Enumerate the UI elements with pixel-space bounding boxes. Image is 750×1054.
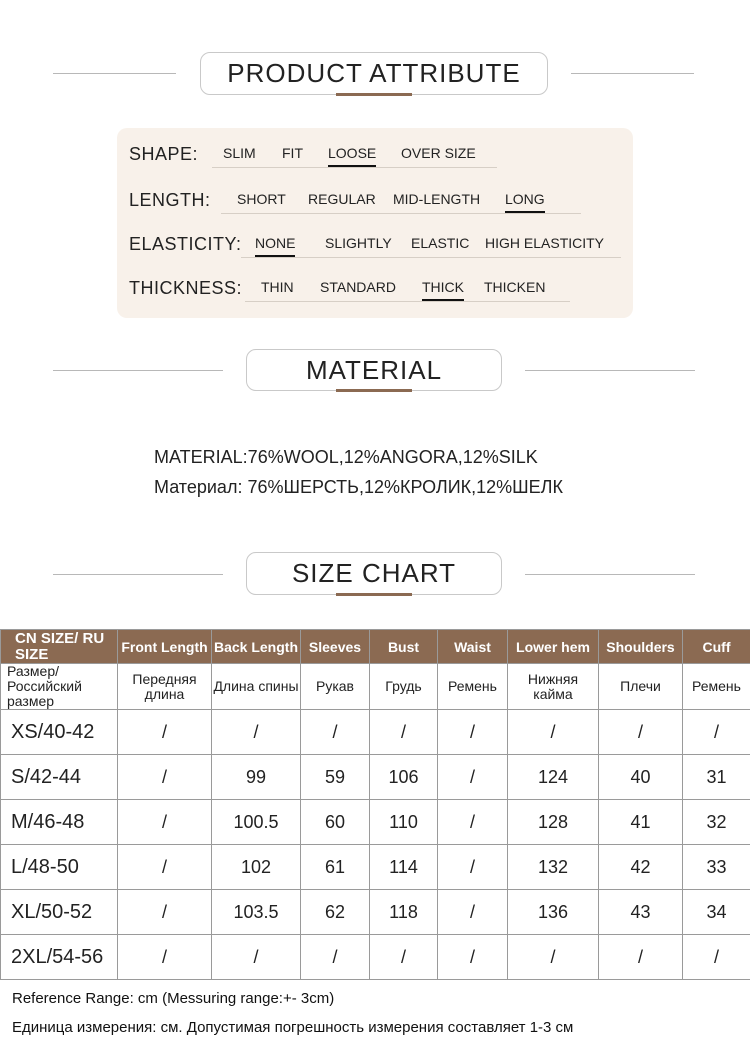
attr-option: FIT [282,145,303,161]
section-title-size-chart [246,552,502,595]
table-cell: / [370,710,438,755]
table-cell: / [599,710,683,755]
product-attribute-title: PRODUCT ATTRIBUTE [227,58,521,88]
table-cell: 32 [683,800,750,845]
table-cell: / [118,890,212,935]
subheader-cell: Длина спины [212,664,301,710]
attr-label-elasticity: ELASTICITY: [129,234,242,254]
section-title-product-attribute [200,52,548,95]
attr-divider [245,301,570,302]
size-cell: XS/40-42 [1,710,118,755]
attr-option-selected: THICK [422,279,464,295]
header-cell: Sleeves [301,630,370,664]
table-cell: 42 [599,845,683,890]
table-cell: 62 [301,890,370,935]
attr-option: REGULAR [308,191,376,207]
table-row [1,710,750,755]
table-cell: 132 [508,845,599,890]
table-cell: / [508,935,599,980]
attr-option: ELASTIC [411,235,470,251]
table-cell: 34 [683,890,750,935]
table-row [1,935,750,980]
table-cell: / [508,710,599,755]
attr-option: SHORT [237,191,286,207]
table-cell: 99 [212,755,301,800]
table-header-row [1,630,750,664]
header-cell: Front Length [118,630,212,664]
table-cell: 31 [683,755,750,800]
table-cell: 114 [370,845,438,890]
title-accent-bar [336,389,412,392]
attr-row-thickness [117,276,633,306]
subheader-cell: Передняя длина [118,664,212,710]
table-row [1,845,750,890]
attr-divider [221,213,581,214]
table-cell: / [301,935,370,980]
table-cell: 124 [508,755,599,800]
table-cell: 118 [370,890,438,935]
attr-option: OVER SIZE [401,145,476,161]
table-cell: 41 [599,800,683,845]
table-row [1,890,750,935]
attr-option: THIN [261,279,294,295]
reference-range-note: Reference Range: cm (Messuring range:+- 3cm) [12,990,335,1007]
table-subheader-row [1,664,750,710]
attr-option: SLIM [223,145,256,161]
table-cell: / [599,935,683,980]
section-title-material [246,349,502,391]
attr-option: SLIGHTLY [325,235,392,251]
attr-divider [241,257,621,258]
title-accent-bar [336,93,412,96]
reference-range-note-ru: Единица измерения: см. Допустимая погрешность измерения составляет 1-3 см [12,1019,574,1036]
table-cell: / [683,935,750,980]
size-cell: S/42-44 [1,755,118,800]
header-cell: CN SIZE/ RU SIZE [1,630,118,664]
table-cell: 128 [508,800,599,845]
subheader-cell: Ремень [438,664,508,710]
material-composition-en: MATERIAL:76%WOOL,12%ANGORA,12%SILK [154,447,538,467]
table-cell: 60 [301,800,370,845]
table-row [1,800,750,845]
divider-left [53,370,223,371]
divider-right [525,370,695,371]
table-cell: / [118,935,212,980]
header-cell: Waist [438,630,508,664]
title-accent-bar [336,593,412,596]
attr-label-thickness: THICKNESS: [129,278,243,298]
table-row [1,755,750,800]
table-cell: / [438,935,508,980]
table-cell: / [118,755,212,800]
attr-row-length [117,188,633,218]
header-cell: Bust [370,630,438,664]
attr-option: THICKEN [484,279,546,295]
table-cell: / [212,710,301,755]
attr-label-length: LENGTH: [129,190,211,210]
subheader-cell: Рукав [301,664,370,710]
table-cell: 43 [599,890,683,935]
subheader-cell: Плечи [599,664,683,710]
table-cell: / [683,710,750,755]
table-cell: / [438,890,508,935]
table-cell: / [438,710,508,755]
table-cell: / [438,845,508,890]
subheader-cell: Нижняя кайма [508,664,599,710]
table-cell: 103.5 [212,890,301,935]
material-title: MATERIAL [305,355,443,385]
table-cell: 59 [301,755,370,800]
header-cell: Shoulders [599,630,683,664]
size-cell: M/46-48 [1,800,118,845]
attr-label-shape: SHAPE: [129,144,199,164]
size-cell: XL/50-52 [1,890,118,935]
size-cell: L/48-50 [1,845,118,890]
divider-right [525,574,695,575]
table-cell: 106 [370,755,438,800]
table-cell: / [118,845,212,890]
divider-left [53,73,176,74]
table-cell: 61 [301,845,370,890]
header-cell: Lower hem [508,630,599,664]
divider-left [53,574,223,575]
header-cell: Cuff [683,630,750,664]
table-cell: / [301,710,370,755]
table-cell: 33 [683,845,750,890]
table-cell: / [370,935,438,980]
table-cell: / [212,935,301,980]
attr-option: MID-LENGTH [393,191,481,207]
table-cell: 136 [508,890,599,935]
attr-option-selected: NONE [255,235,296,251]
subheader-cell: Грудь [370,664,438,710]
size-chart-title: SIZE CHART [291,558,457,588]
subheader-cell: Размер/ Российский размер [1,664,118,710]
table-cell: 110 [370,800,438,845]
attr-option: STANDARD [320,279,396,295]
attr-divider [212,167,497,168]
table-cell: / [118,710,212,755]
attr-row-shape [117,142,633,172]
size-cell: 2XL/54-56 [1,935,118,980]
subheader-cell: Ремень [683,664,750,710]
attribute-panel [117,128,633,318]
attr-option: HIGH ELASTICITY [485,235,605,251]
size-chart-table [0,629,750,980]
table-cell: / [438,755,508,800]
attr-option-selected: LONG [505,191,545,207]
table-cell: 102 [212,845,301,890]
table-cell: 40 [599,755,683,800]
divider-right [571,73,694,74]
table-cell: 100.5 [212,800,301,845]
table-cell: / [118,800,212,845]
attr-row-elasticity [117,232,633,262]
table-cell: / [438,800,508,845]
material-composition-ru: Материал: 76%ШЕРСТЬ,12%КРОЛИК,12%ШЕЛК [154,477,563,497]
header-cell: Back Length [212,630,301,664]
attr-option-selected: LOOSE [328,145,377,161]
